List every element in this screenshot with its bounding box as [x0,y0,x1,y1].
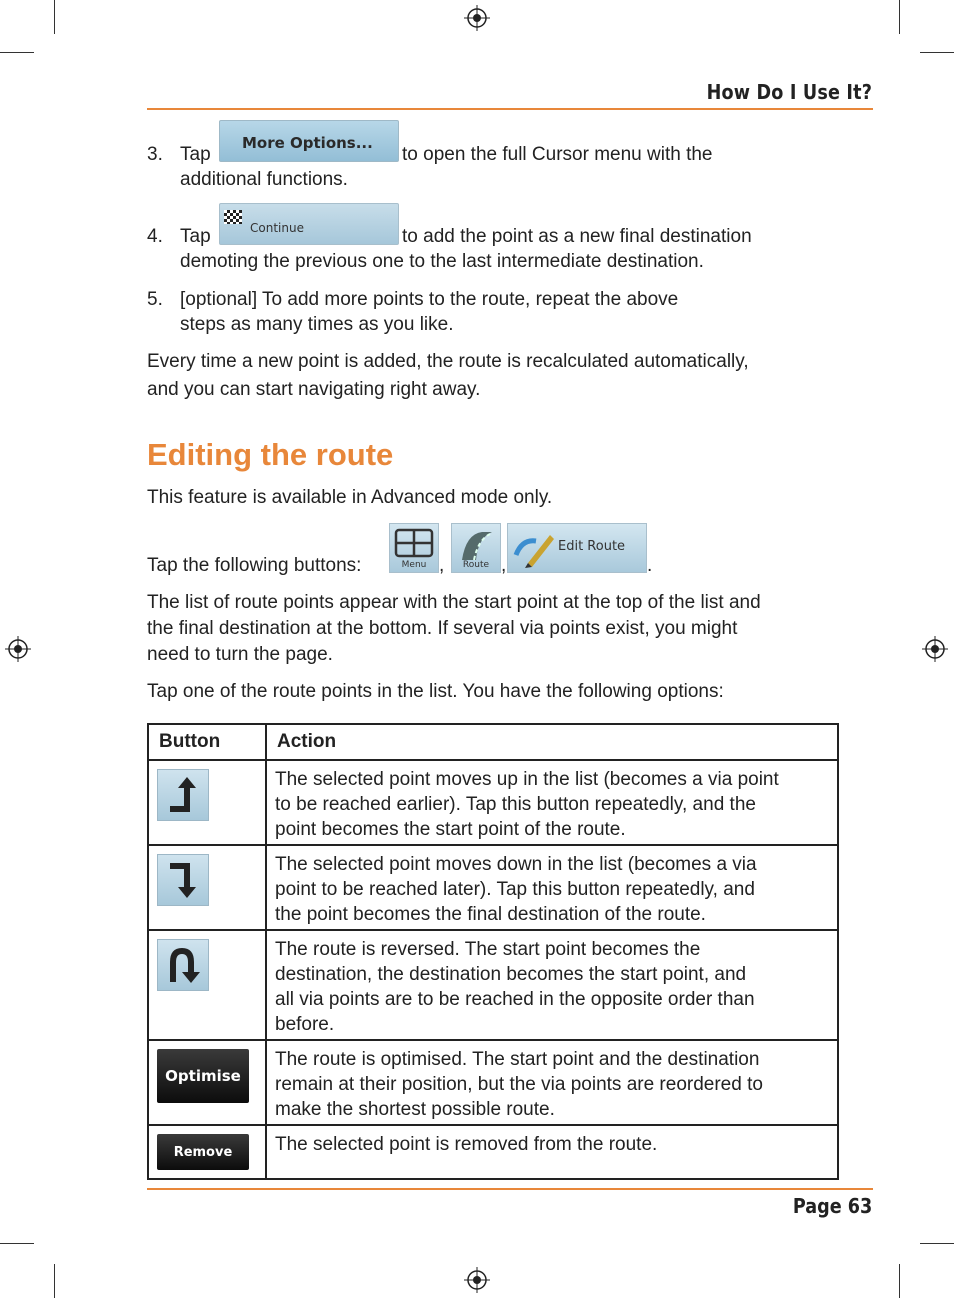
page-number: Page 63 [792,1194,872,1218]
crop-mark [0,52,34,53]
step-text-after: to add the point as a new final destination [402,226,752,247]
table-row [148,1040,838,1125]
crop-mark [899,1264,900,1298]
menu-button-icon [389,523,439,573]
table-row [148,1125,838,1179]
registration-mark-icon [464,5,490,31]
route-caption: Route [462,560,490,570]
section-heading: Editing the route [147,437,394,472]
options-table [147,723,839,1180]
step-number: 4. [147,226,163,247]
crop-mark [920,1243,954,1244]
registration-mark-icon [922,636,948,662]
optimise-button: Optimise [157,1049,249,1103]
header-button: Button [148,724,266,760]
menu-caption: Menu [401,560,427,570]
continue-label: Continue [250,221,304,235]
footer-rule [147,1188,873,1190]
road-icon [452,524,500,564]
continue-button [219,203,399,245]
pencil-icon [510,525,556,571]
registration-mark-icon [464,1267,490,1293]
page-header-title: How Do I Use It? [706,80,872,104]
reverse-icon [157,939,209,991]
crop-mark [899,0,900,34]
step-text-line2: additional functions. [180,169,348,190]
tap-intro-text: Tap the following buttons: [147,555,362,576]
button-cell [148,845,266,930]
step-text-line2: steps as many times as you like. [180,314,454,335]
action-line: remain at their position, but the via points are reordered to [275,1074,763,1095]
action-line: The selected point moves up in the list (becomes a via point [275,769,779,790]
action-line: make the shortest possible route. [275,1099,555,1120]
crop-mark [54,1264,55,1298]
action-line: before. [275,1014,335,1035]
list-para-line: the final destination at the bottom. If several via points exist, you might [147,618,738,639]
availability-note: This feature is available in Advanced mode only. [147,487,553,508]
step-text-line1: [optional] To add more points to the route, repeat the above [180,289,679,310]
grid-icon [390,524,438,564]
header-action: Action [266,724,838,760]
action-line: the point becomes the final destination of the route. [275,904,706,925]
table-row [148,760,838,845]
step-number: 3. [147,144,163,165]
action-line: point becomes the start point of the route. [275,819,626,840]
action-line: The route is optimised. The start point and the destination [275,1049,760,1070]
summary-line: Every time a new point is added, the route is recalculated automatically, [147,351,749,372]
list-para-line: need to turn the page. [147,644,333,665]
crop-mark [54,0,55,34]
separator: , [439,555,445,576]
period: . [647,555,653,576]
button-cell [148,930,266,1040]
button-cell [148,1040,266,1125]
action-line: to be reached earlier). Tap this button repeatedly, and the [275,794,756,815]
button-cell [148,1125,266,1179]
tap-one-line: Tap one of the route points in the list. You have the following options: [147,681,724,702]
action-cell [266,930,838,1040]
summary-line: and you can start navigating right away. [147,379,481,400]
checkered-flag-icon [224,210,242,224]
action-cell [266,760,838,845]
table-row [148,845,838,930]
action-line: The route is reversed. The start point becomes the [275,939,701,960]
table-row [148,930,838,1040]
registration-mark-icon [5,636,31,662]
move-down-icon [157,854,209,906]
remove-button: Remove [157,1134,249,1170]
action-line: destination, the destination becomes the start point, and [275,964,747,985]
action-line: The selected point moves down in the list (becomes a via [275,854,757,875]
action-cell [266,1125,838,1179]
more-options-button [219,120,399,162]
step-tap-word: Tap [180,226,211,247]
step-number: 5. [147,289,163,310]
route-button-icon [451,523,501,573]
move-up-icon [157,769,209,821]
table-header-row [148,724,838,760]
step-tap-word: Tap [180,144,211,165]
edit-route-button-icon [507,523,647,573]
action-cell [266,845,838,930]
step-text-line2: demoting the previous one to the last intermediate destination. [180,251,704,272]
action-line: point to be reached later). Tap this button repeatedly, and [275,879,755,900]
crop-mark [920,52,954,53]
more-options-label: More Options... [242,134,373,152]
action-cell [266,1040,838,1125]
action-line: all via points are to be reached in the opposite order than [275,989,755,1010]
action-line: The selected point is removed from the route. [275,1134,658,1155]
header-rule [147,108,873,110]
list-para-line: The list of route points appear with the start point at the top of the list and [147,592,761,613]
edit-route-label: Edit Route [558,539,626,554]
crop-mark [0,1243,34,1244]
step-text [180,142,211,167]
separator: , [501,555,507,576]
button-cell [148,760,266,845]
step-text-after: to open the full Cursor menu with the [402,144,713,165]
